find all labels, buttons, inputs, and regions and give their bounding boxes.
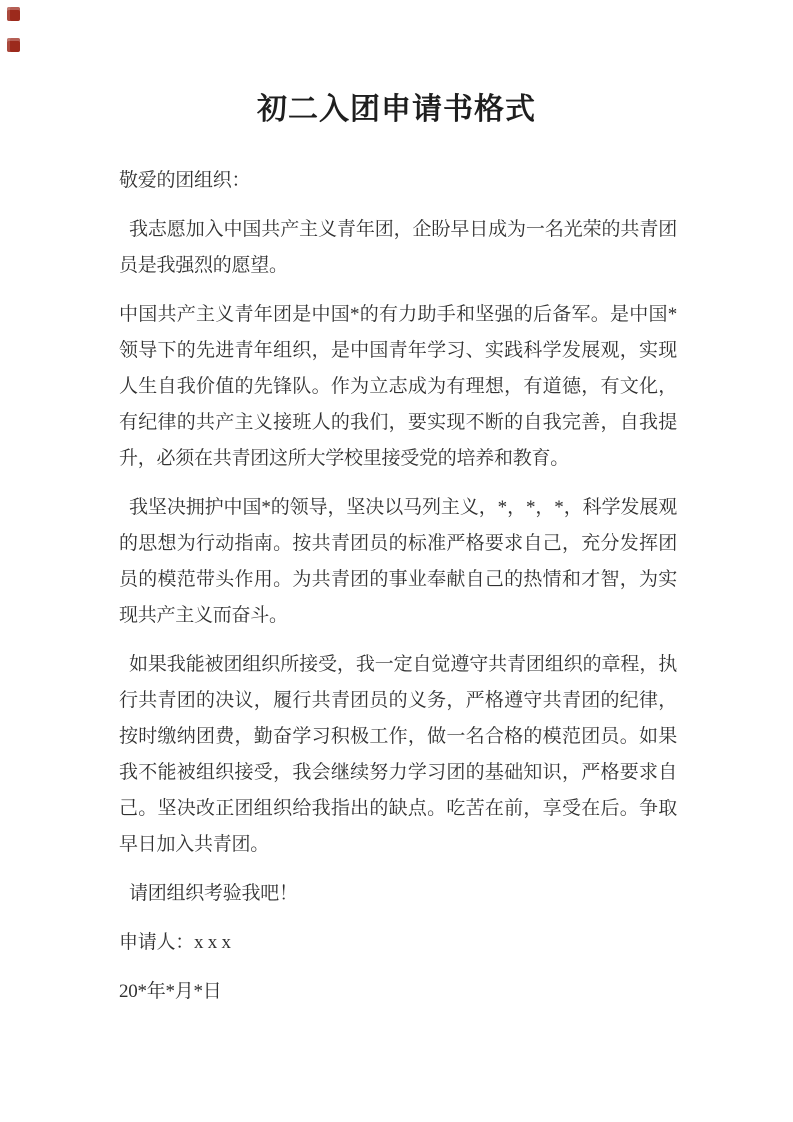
applicant-line: 申请人：x x x [119, 932, 231, 953]
date-line: 20*年*月*日 [119, 981, 222, 1002]
closing-line: 请团组织考验我吧！ [129, 883, 298, 904]
red-corner-mark-bottom [7, 38, 20, 52]
paragraph-commitment: 我坚决拥护中国*的领导，坚决以马列主义，*，*，*，科学发展观的思想为行动指南。按共青团员的标准严格要求自己，充分发挥团员的模范带头作用。为共青团的事业奉献自己的热情和才智，为实现共产主义而奋斗。 [119, 497, 677, 626]
document-title: 初二入团申请书格式 [257, 93, 536, 126]
greeting-line: 敬爱的团组织： [119, 170, 251, 191]
document-body [119, 163, 677, 1023]
paragraph-wish: 我志愿加入中国共产主义青年团，企盼早日成为一名光荣的共青团员是我强烈的愿望。 [119, 219, 677, 276]
red-corner-mark-top [7, 7, 20, 21]
paragraph-promise: 如果我能被团组织所接受，我一定自觉遵守共青团组织的章程，执行共青团的决议，履行共青团员的义务，严格遵守共青团的纪律，按时缴纳团费，勤奋学习积极工作，做一名合格的模范团员。如果我不能被组织接受，我会继续努力学习团的基础知识，严格要求自己。坚决改正团组织给我指出的缺点。吃苦在前，享受在后。争取早日加入共青团。 [119, 654, 677, 855]
paragraph-league-description: 中国共产主义青年团是中国*的有力助手和坚强的后备军。是中国*领导下的先进青年组织，是中国青年学习、实践科学发展观，实现人生自我价值的先锋队。作为立志成为有理想，有道德，有文化，有纪律的共产主义接班人的我们，要实现不断的自我完善，自我提升，必须在共青团这所大学校里接受党的培养和教育。 [119, 304, 677, 469]
